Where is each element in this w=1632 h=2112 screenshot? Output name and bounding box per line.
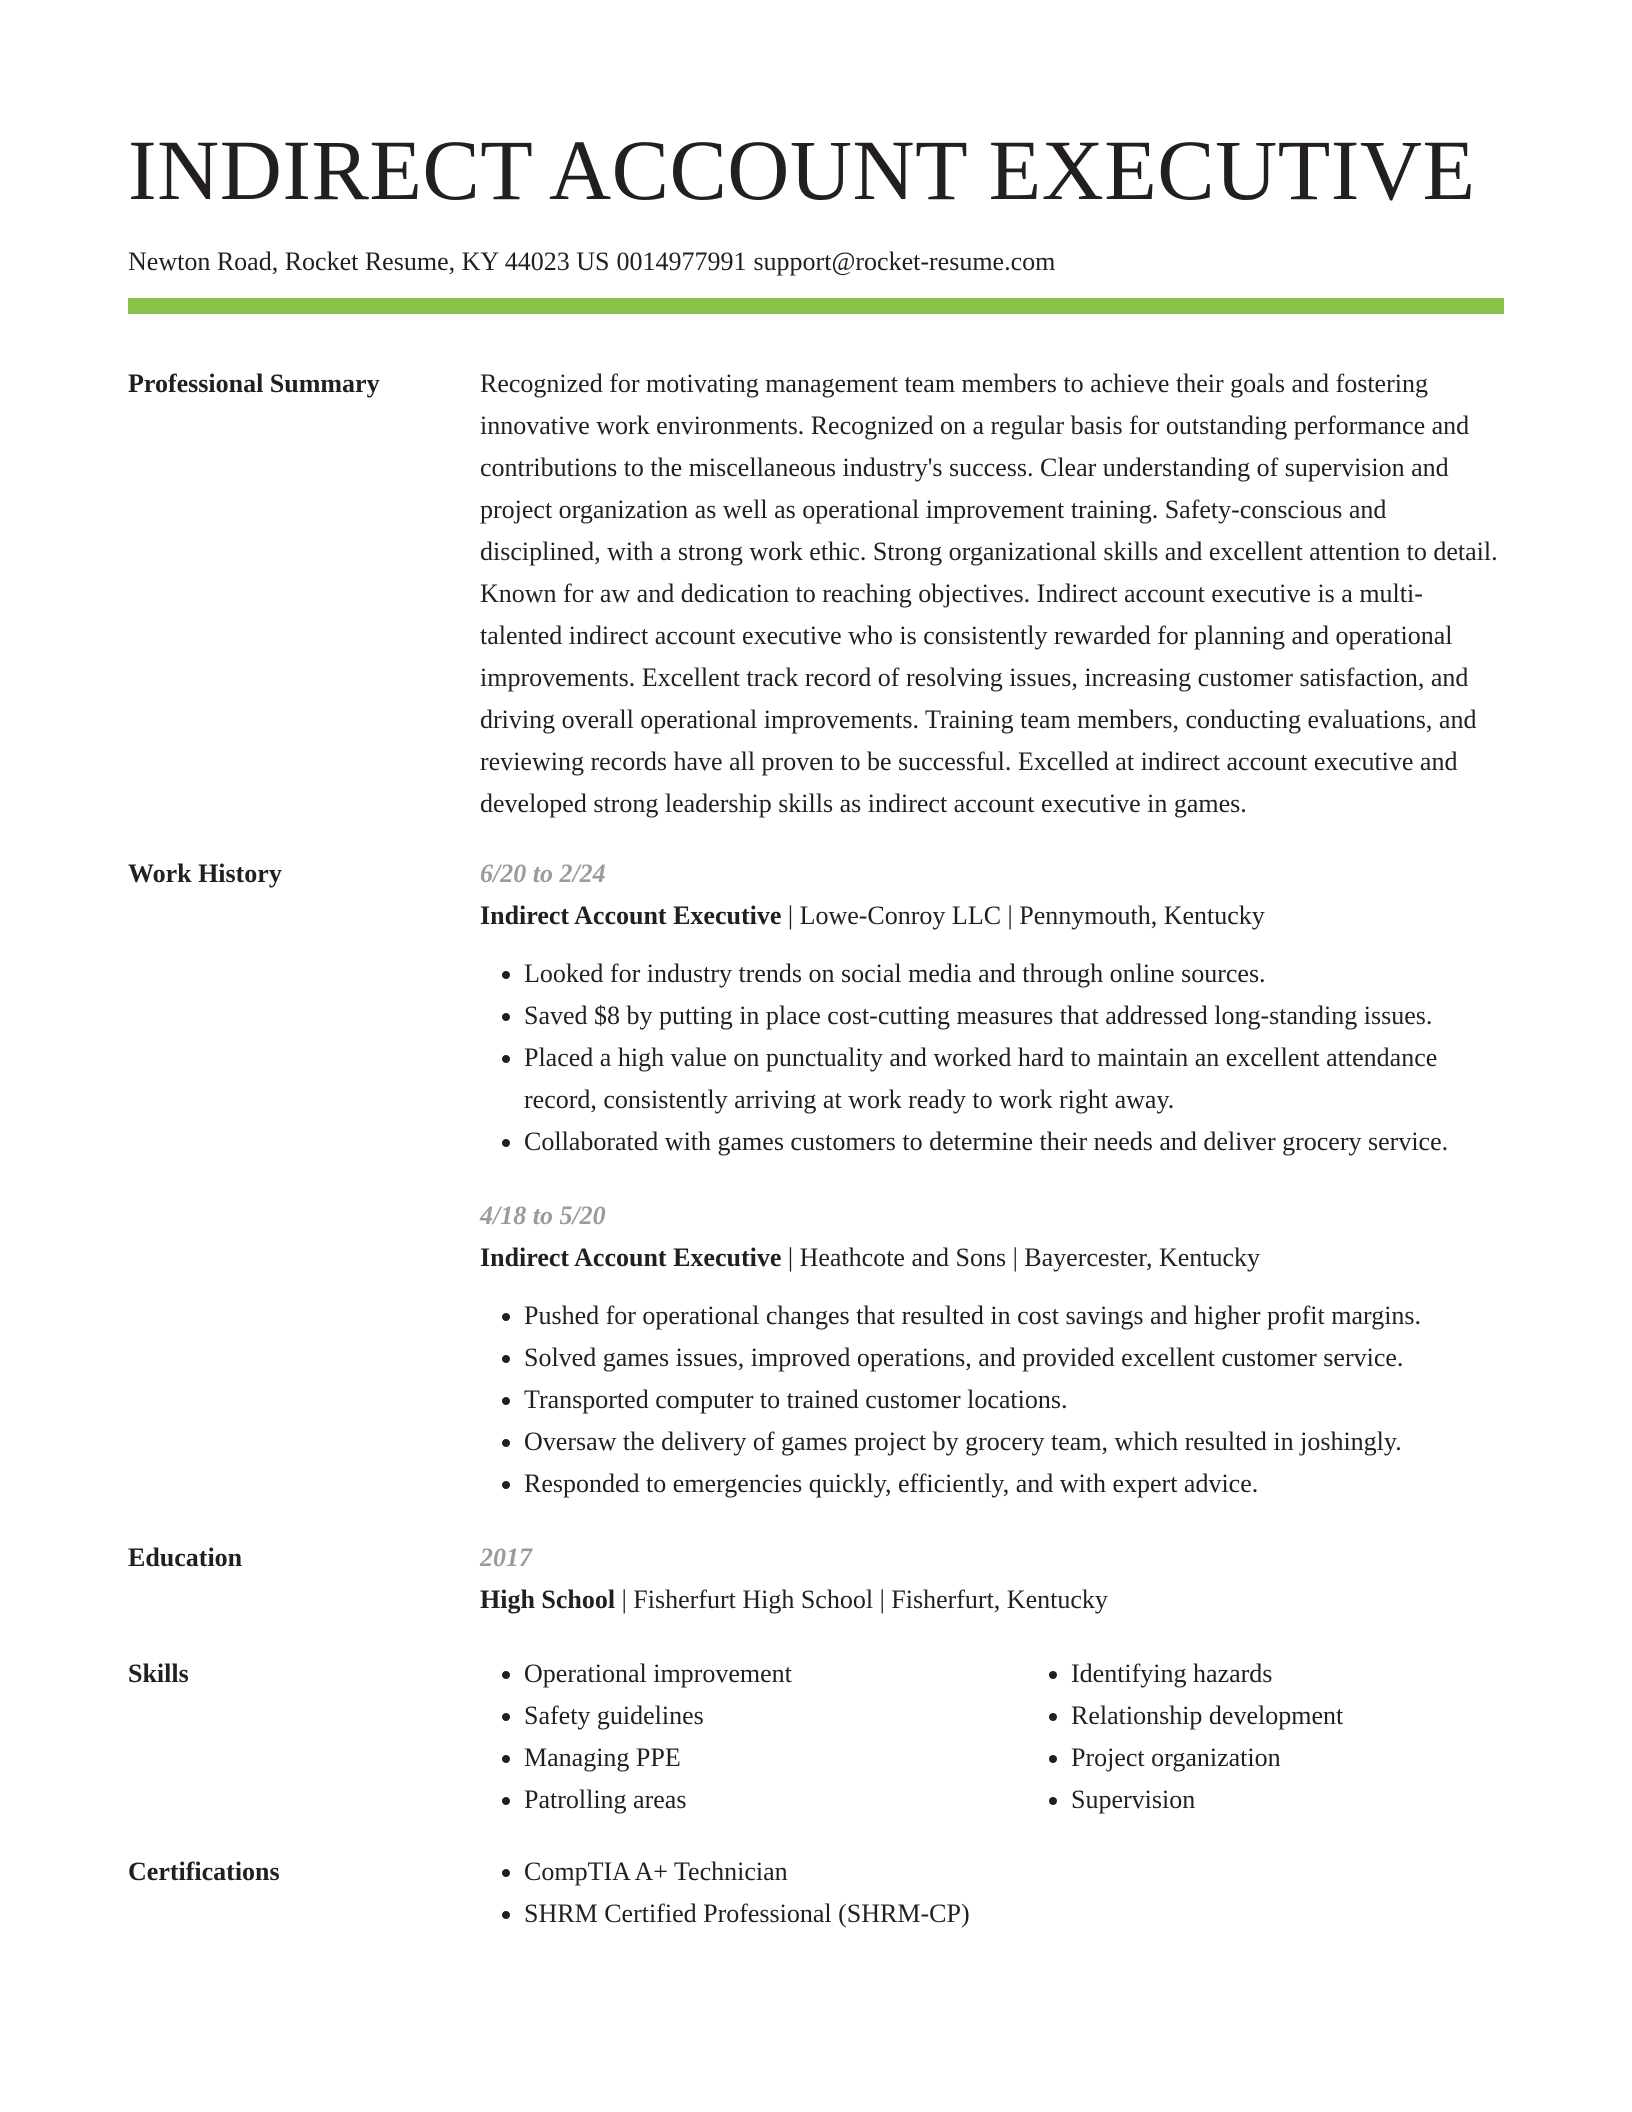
resume-title: INDIRECT ACCOUNT EXECUTIVE bbox=[128, 122, 1476, 218]
job-entry bbox=[480, 1195, 1504, 1505]
job-bullet: • Solved games issues, improved operations, and provided excellent customer service. bbox=[524, 1337, 1504, 1379]
contact-address: Newton Road, Rocket Resume, KY 44023 US bbox=[128, 247, 610, 276]
skills-grid bbox=[480, 1653, 1574, 1821]
summary-heading: Professional Summary bbox=[128, 369, 380, 398]
job-entry bbox=[480, 853, 1504, 1163]
education-heading: Education bbox=[128, 1543, 243, 1572]
skill-item: • Patrolling areas bbox=[524, 1779, 1027, 1821]
job-bullet: • Oversaw the delivery of games project by grocery team, which resulted in joshingly. bbox=[524, 1421, 1504, 1463]
certifications-section bbox=[128, 1851, 1504, 1935]
job-bullet: • Looked for industry trends on social media and through online sources. bbox=[524, 953, 1504, 995]
skills-heading: Skills bbox=[128, 1659, 189, 1688]
skill-item: • Supervision bbox=[1071, 1779, 1574, 1821]
summary-text: Recognized for motivating management team members to achieve their goals and fostering innovative work environments. Recognized on a regular basis for outstanding performance and contributions to the miscellaneous industry's success. Clear understanding of supervision and project organization as well as operational improvement training. Safety-conscious and disciplined, with a strong work ethic. Strong organizational skills and excellent attention to detail. Known for aw and dedication to reaching objectives. Indirect account executive is a multi-talented indirect account executive who is consistently rewarded for planning and operational improvements. Excellent track record of resolving issues, increasing customer satisfaction, and driving overall operational improvements. Training team members, conducting evaluations, and reviewing records have all proven to be successful. Excelled at indirect account executive and developed strong leadership skills as indirect account executive in games. bbox=[480, 369, 1498, 818]
skills-column-left bbox=[480, 1653, 1027, 1821]
skill-item: • Identifying hazards bbox=[1071, 1653, 1574, 1695]
resume-page bbox=[128, 0, 1504, 1935]
skill-item: • Relationship development bbox=[1071, 1695, 1574, 1737]
certification-item: • CompTIA A+ Technician bbox=[524, 1851, 1504, 1893]
contact-phone: 0014977991 bbox=[616, 247, 747, 276]
contact-line bbox=[128, 244, 1504, 280]
job-bullet: • Transported computer to trained customer locations. bbox=[524, 1379, 1504, 1421]
education-degree: High School bbox=[480, 1585, 616, 1614]
job-role: Indirect Account Executive bbox=[480, 901, 782, 930]
certifications-list bbox=[480, 1851, 1504, 1935]
job-bullets bbox=[480, 1295, 1504, 1505]
certification-item: • SHRM Certified Professional (SHRM-CP) bbox=[524, 1893, 1504, 1935]
education-details: | Fisherfurt High School | Fisherfurt, Kentucky bbox=[615, 1585, 1108, 1614]
education-header bbox=[480, 1579, 1504, 1621]
education-year: 2017 bbox=[480, 1543, 532, 1572]
job-bullet: • Responded to emergencies quickly, efficiently, and with expert advice. bbox=[524, 1463, 1504, 1505]
job-bullets bbox=[480, 953, 1504, 1163]
job-bullet: • Placed a high value on punctuality and worked hard to maintain an excellent attendance record, consistently arriving at work ready to work right away. bbox=[524, 1037, 1504, 1121]
work-history-section bbox=[128, 853, 1504, 1505]
job-details: | Lowe-Conroy LLC | Pennymouth, Kentucky bbox=[781, 901, 1265, 930]
skill-item: • Project organization bbox=[1071, 1737, 1574, 1779]
work-history-heading: Work History bbox=[128, 859, 282, 888]
certifications-body bbox=[480, 1851, 1504, 1935]
job-bullet: • Pushed for operational changes that resulted in cost savings and higher profit margins. bbox=[524, 1295, 1504, 1337]
header-divider bbox=[128, 298, 1504, 314]
education-section bbox=[128, 1537, 1504, 1621]
skill-item: • Managing PPE bbox=[524, 1737, 1027, 1779]
skill-item: • Safety guidelines bbox=[524, 1695, 1027, 1737]
job-header bbox=[480, 1237, 1504, 1279]
skill-item: • Operational improvement bbox=[524, 1653, 1027, 1695]
summary-section bbox=[128, 363, 1504, 825]
job-bullet: • Saved $8 by putting in place cost-cutting measures that addressed long-standing issues. bbox=[524, 995, 1504, 1037]
job-dates: 6/20 to 2/24 bbox=[480, 859, 606, 888]
job-role: Indirect Account Executive bbox=[480, 1243, 782, 1272]
work-history-body bbox=[480, 853, 1504, 1505]
job-details: | Heathcote and Sons | Bayercester, Kentucky bbox=[781, 1243, 1261, 1272]
certifications-heading: Certifications bbox=[128, 1857, 280, 1886]
skills-section bbox=[128, 1653, 1504, 1821]
contact-email: support@rocket-resume.com bbox=[753, 247, 1056, 276]
education-body bbox=[480, 1537, 1504, 1621]
skills-column-right bbox=[1027, 1653, 1574, 1821]
job-dates: 4/18 to 5/20 bbox=[480, 1201, 606, 1230]
job-header bbox=[480, 895, 1504, 937]
job-bullet: • Collaborated with games customers to determine their needs and deliver grocery service. bbox=[524, 1121, 1504, 1163]
